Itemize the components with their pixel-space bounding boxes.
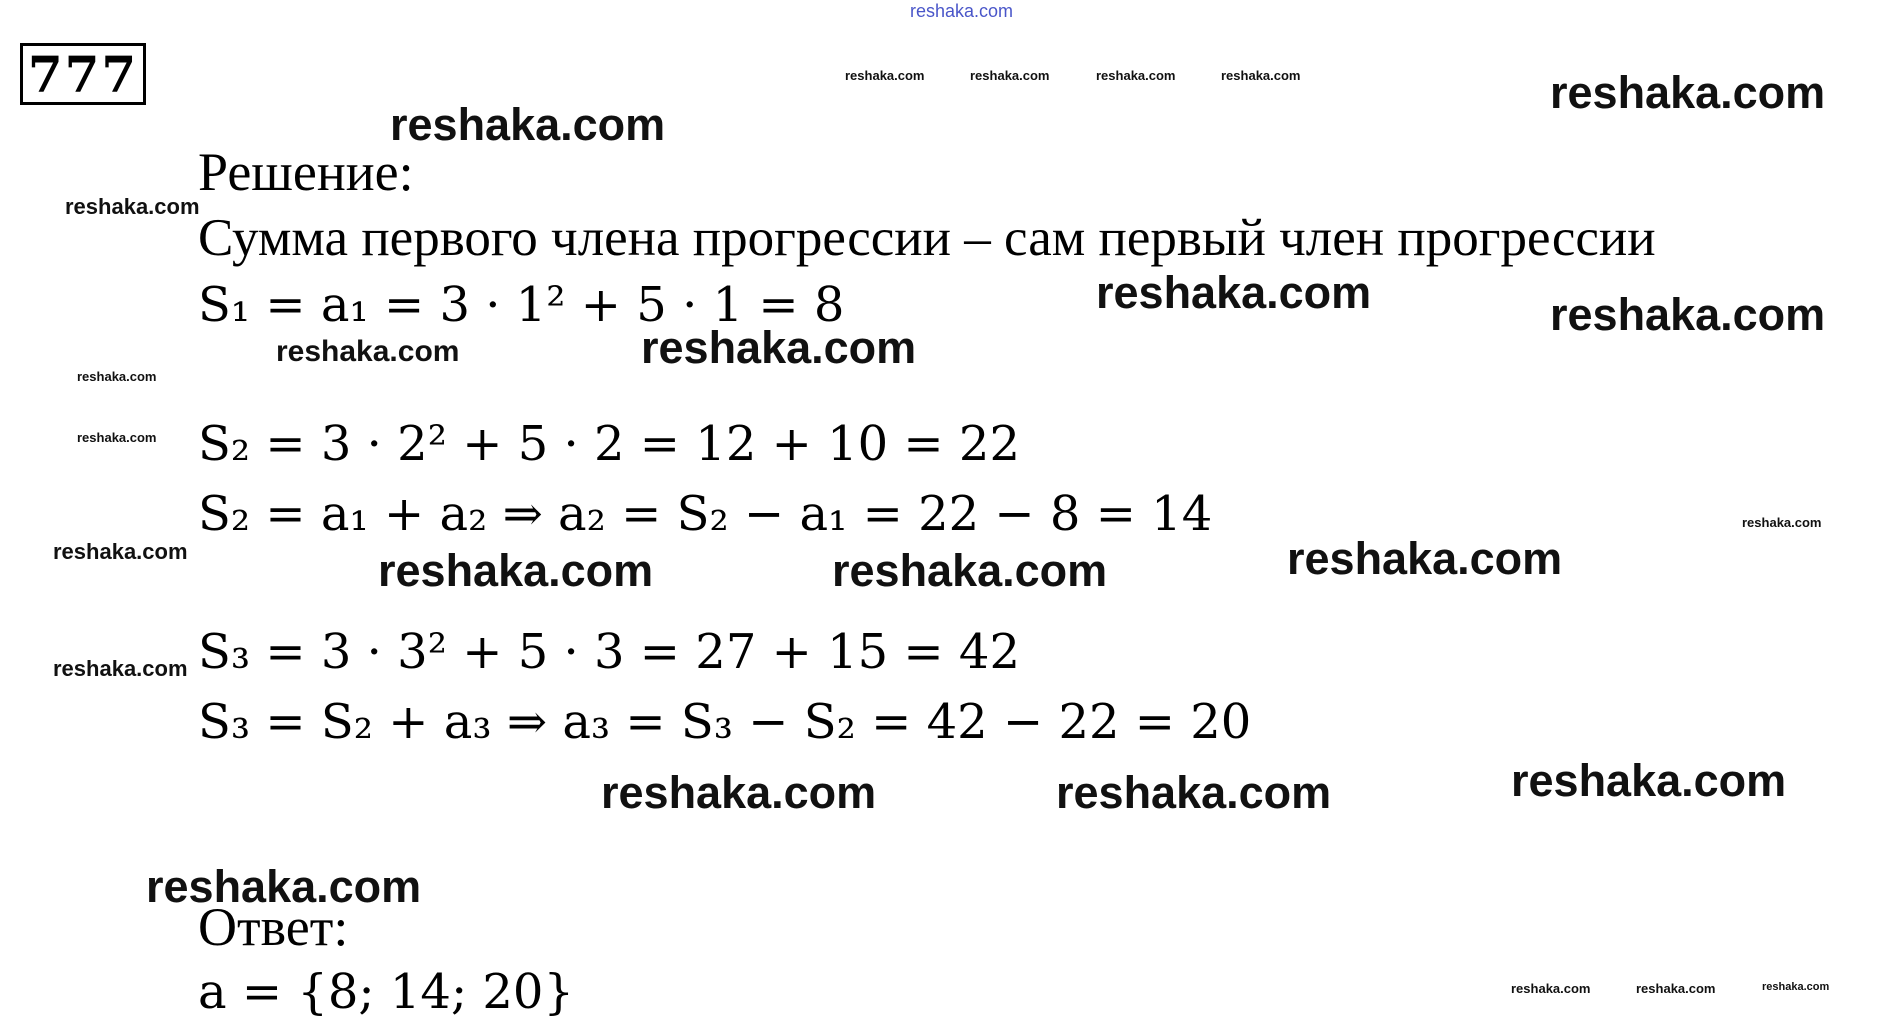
watermark: reshaka.com xyxy=(77,430,157,445)
watermark: reshaka.com xyxy=(146,861,422,912)
watermark: reshaka.com xyxy=(641,322,917,373)
watermark: reshaka.com xyxy=(53,539,188,564)
watermark: reshaka.com xyxy=(1550,67,1826,118)
watermark: reshaka.com xyxy=(1221,68,1301,83)
watermark: reshaka.com xyxy=(1550,289,1826,340)
watermark: reshaka.com xyxy=(276,335,460,368)
watermark: reshaka.com xyxy=(1287,533,1563,584)
watermark: reshaka.com xyxy=(1096,68,1176,83)
solution-heading: Решение: xyxy=(198,142,414,202)
watermark: reshaka.com xyxy=(1056,767,1332,818)
watermark: reshaka.com xyxy=(1762,981,1830,993)
equation-s2-term: S₂ = a₁ + a₂ ⇒ a₂ = S₂ − a₁ = 22 − 8 = 14 xyxy=(198,486,1213,542)
watermark: reshaka.com xyxy=(77,369,157,384)
watermark: reshaka.com xyxy=(845,68,925,83)
watermark: reshaka.com xyxy=(1511,981,1591,996)
watermark: reshaka.com xyxy=(1742,515,1822,530)
solution-statement: Сумма первого члена прогрессии – сам первый член прогрессии xyxy=(198,209,1656,267)
watermark: reshaka.com xyxy=(390,99,666,150)
equation-s3-term: S₃ = S₂ + a₃ ⇒ a₃ = S₃ − S₂ = 42 − 22 = 20 xyxy=(198,694,1252,750)
equation-s1: S₁ = a₁ = 3 · 1² + 5 · 1 = 8 xyxy=(198,277,845,333)
watermark-top: reshaka.com xyxy=(910,1,1014,21)
watermark: reshaka.com xyxy=(1511,755,1787,806)
watermark: reshaka.com xyxy=(53,656,188,681)
watermark: reshaka.com xyxy=(601,767,877,818)
watermark: reshaka.com xyxy=(1096,267,1372,318)
equation-s2-sum: S₂ = 3 · 2² + 5 · 2 = 12 + 10 = 22 xyxy=(198,416,1020,472)
watermark: reshaka.com xyxy=(970,68,1050,83)
answer-value: a = {8; 14; 20} xyxy=(198,964,574,1020)
answer-heading: Ответ: xyxy=(198,897,349,957)
equation-s3-sum: S₃ = 3 · 3² + 5 · 3 = 27 + 15 = 42 xyxy=(198,624,1020,680)
problem-number: 777 xyxy=(20,43,146,105)
watermark: reshaka.com xyxy=(832,545,1108,596)
watermark: reshaka.com xyxy=(1636,981,1716,996)
watermark: reshaka.com xyxy=(378,545,654,596)
watermark: reshaka.com xyxy=(65,194,200,219)
